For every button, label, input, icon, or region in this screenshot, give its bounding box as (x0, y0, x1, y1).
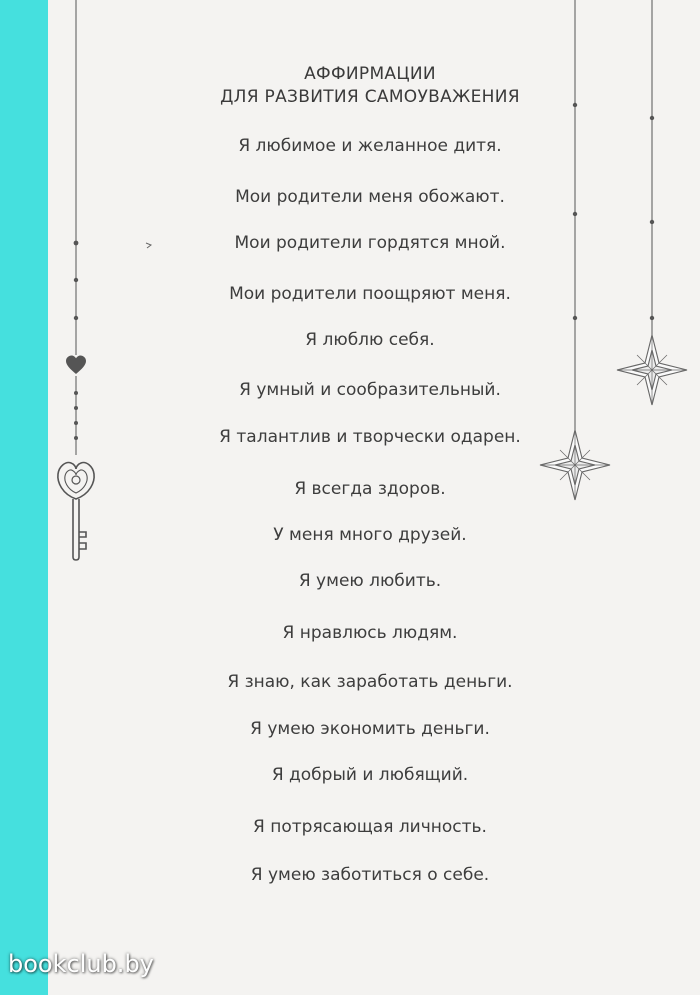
affirmation: Я нравлюсь людям. (282, 623, 458, 643)
title-line-1: АФФИРМАЦИИ (304, 64, 436, 84)
affirmation: Мои родители поощряют меня. (229, 284, 511, 304)
affirmation: Мои родители гордятся мной. (234, 233, 506, 253)
affirmation: Я умею заботиться о себе. (250, 865, 490, 885)
hanging-heart-key (58, 0, 94, 560)
affirmation: Я знаю, как заработать деньги. (227, 672, 513, 692)
affirmation: Я потрясающая личность. (253, 817, 487, 837)
affirmation: Я добрый и любящий. (271, 765, 469, 785)
key-icon (58, 463, 94, 560)
star-ornament-icon (617, 335, 687, 405)
affirmation: Я умею экономить деньги. (250, 719, 490, 739)
affirmation: У меня много друзей. (273, 525, 467, 545)
affirmation: Я всегда здоров. (294, 479, 446, 499)
affirmation: Я любимое и желанное дитя. (238, 136, 502, 156)
hanging-star-2 (617, 0, 687, 405)
title-line-2: ДЛЯ РАЗВИТИЯ САМОУВАЖЕНИЯ (220, 87, 520, 107)
heart-icon (66, 356, 86, 375)
affirmation: Я талантлив и творчески одарен. (219, 427, 521, 447)
affirmation: Мои родители меня обожают. (235, 187, 505, 207)
affirmation: Я умный и сообразительный. (239, 380, 501, 400)
affirmation: Я умею любить. (298, 571, 442, 591)
affirmation: Я люблю себя. (305, 330, 435, 350)
watermark: bookclub.by (8, 950, 154, 978)
